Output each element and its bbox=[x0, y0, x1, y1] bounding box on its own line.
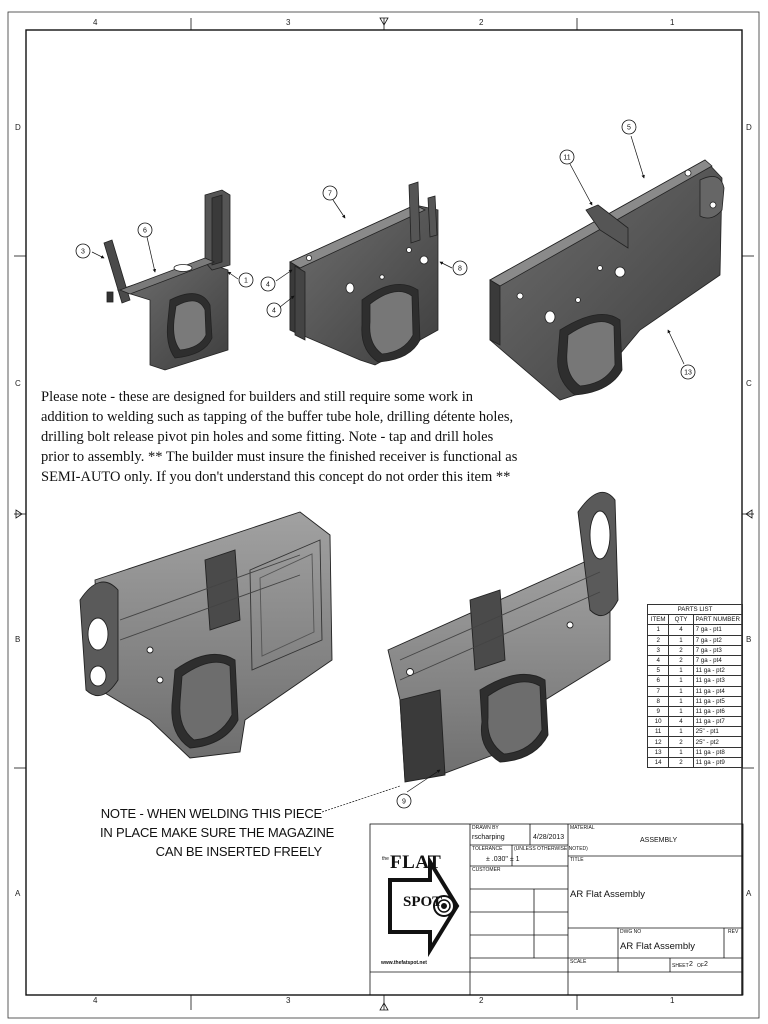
parts-list-row bbox=[648, 696, 743, 706]
parts-list-row bbox=[648, 655, 743, 665]
parts-qty: 1 bbox=[669, 727, 693, 737]
balloon bbox=[267, 303, 281, 317]
parts-item: 14 bbox=[648, 757, 669, 767]
parts-item: 1 bbox=[648, 625, 669, 635]
zone-col-2-bottom: 2 bbox=[479, 996, 484, 1005]
drawn-by-label: DRAWN BY bbox=[472, 825, 499, 831]
parts-list-row bbox=[648, 645, 743, 655]
balloon-label: 3 bbox=[81, 248, 85, 256]
parts-qty: 1 bbox=[669, 676, 693, 686]
parts-part-number: 11 ga - pt7 bbox=[693, 717, 742, 727]
parts-item: 10 bbox=[648, 717, 669, 727]
parts-qty: 2 bbox=[669, 757, 693, 767]
balloon-label: 4 bbox=[272, 307, 276, 315]
parts-list-title: PARTS LIST bbox=[648, 605, 743, 615]
welding-note bbox=[100, 804, 335, 861]
parts-qty: 1 bbox=[669, 686, 693, 696]
logo-the: the bbox=[382, 856, 389, 862]
tolerance-value: ± .030" ± 1 bbox=[486, 856, 520, 863]
balloon bbox=[453, 261, 467, 275]
parts-part-number: 11 ga - pt8 bbox=[693, 747, 742, 757]
parts-part-number: 7 ga - pt2 bbox=[693, 635, 742, 645]
parts-list-row bbox=[648, 635, 743, 645]
zone-row-c-right: C bbox=[746, 379, 752, 388]
parts-item: 13 bbox=[648, 747, 669, 757]
parts-item: 9 bbox=[648, 706, 669, 716]
parts-list-table bbox=[647, 604, 743, 768]
parts-list-row bbox=[648, 676, 743, 686]
of-label: OF bbox=[697, 963, 704, 969]
parts-qty: 4 bbox=[669, 625, 693, 635]
zone-col-4-bottom: 4 bbox=[93, 996, 98, 1005]
zone-col-4-top: 4 bbox=[93, 18, 98, 27]
parts-item: 6 bbox=[648, 676, 669, 686]
rev-label: REV bbox=[728, 929, 739, 935]
parts-list-row bbox=[648, 686, 743, 696]
balloon-label: 9 bbox=[402, 798, 406, 806]
parts-part-number: 11 ga - pt6 bbox=[693, 706, 742, 716]
zone-col-2-top: 2 bbox=[479, 18, 484, 27]
parts-list-row bbox=[648, 757, 743, 767]
zone-row-a-left: A bbox=[15, 889, 21, 898]
drawn-by-value: rscharping bbox=[472, 834, 505, 841]
parts-qty: 2 bbox=[669, 737, 693, 747]
parts-part-number: 11 ga - pt9 bbox=[693, 757, 742, 767]
balloon-label: 5 bbox=[627, 124, 631, 132]
material-value: ASSEMBLY bbox=[640, 837, 678, 844]
balloon-label: 6 bbox=[143, 227, 147, 235]
parts-item: 5 bbox=[648, 666, 669, 676]
zone-col-3-bottom: 3 bbox=[286, 996, 291, 1005]
balloon bbox=[323, 186, 337, 200]
zone-row-c-left: C bbox=[15, 379, 21, 388]
sheet-number: 2 bbox=[689, 961, 693, 968]
parts-part-number: 7 ga - pt4 bbox=[693, 655, 742, 665]
sheet-total: 2 bbox=[704, 961, 708, 968]
zone-row-d-left: D bbox=[15, 123, 21, 132]
title-label: TITLE bbox=[570, 857, 584, 863]
parts-part-number: 11 ga - pt2 bbox=[693, 666, 742, 676]
sheet-label: SHEET bbox=[672, 963, 689, 969]
balloon bbox=[681, 365, 695, 379]
title-value: AR Flat Assembly bbox=[570, 889, 645, 900]
parts-header-part-number: PART NUMBER bbox=[693, 615, 742, 625]
parts-item: 3 bbox=[648, 645, 669, 655]
tolerance-label: TOLERANCE bbox=[472, 846, 503, 852]
parts-part-number: 11 ga - pt3 bbox=[693, 676, 742, 686]
parts-part-number: 25" - pt1 bbox=[693, 727, 742, 737]
zone-col-1-top: 1 bbox=[670, 18, 675, 27]
parts-list-row bbox=[648, 737, 743, 747]
parts-part-number: 7 ga - pt1 bbox=[693, 625, 742, 635]
parts-item: 7 bbox=[648, 686, 669, 696]
parts-qty: 4 bbox=[669, 717, 693, 727]
dwg-no-value: AR Flat Assembly bbox=[620, 941, 695, 952]
dwg-no-label: DWG NO bbox=[620, 929, 642, 935]
parts-qty: 1 bbox=[669, 696, 693, 706]
parts-list-row bbox=[648, 747, 743, 757]
balloon bbox=[560, 150, 574, 164]
parts-item: 11 bbox=[648, 727, 669, 737]
parts-qty: 1 bbox=[669, 747, 693, 757]
tolerance-note: (UNLESS OTHERWISE NOTED) bbox=[514, 846, 588, 852]
builder-note: Please note - these are designed for builders and still require some work in addition to welding such as tapping of the buffer tube hole, drilling détente holes, drilling bolt release pivot pin holes and some fitting. Note - tap and drill holes prior to assembly. ** The builder must insure the finished receiver is functional as SEMI-AUTO only. If you don't understand this concept do not order this item ** bbox=[41, 389, 518, 485]
parts-item: 4 bbox=[648, 655, 669, 665]
customer-label: CUSTOMER bbox=[472, 867, 501, 873]
parts-list-row bbox=[648, 625, 743, 635]
parts-qty: 1 bbox=[669, 635, 693, 645]
balloon-label: 8 bbox=[458, 265, 462, 273]
welding-note-line: NOTE - WHEN WELDING THIS PIECE bbox=[100, 806, 322, 821]
parts-item: 2 bbox=[648, 635, 669, 645]
logo-url: www.thefatspot.net bbox=[381, 960, 427, 966]
balloon bbox=[622, 120, 636, 134]
zone-row-a-right: A bbox=[746, 889, 752, 898]
balloon-label: 7 bbox=[328, 190, 332, 198]
material-label: MATERIAL bbox=[570, 825, 595, 831]
balloon-label: 4 bbox=[266, 281, 270, 289]
balloon bbox=[76, 244, 90, 258]
zone-row-d-right: D bbox=[746, 123, 752, 132]
logo-spot: SPOT bbox=[403, 894, 443, 910]
parts-part-number: 11 ga - pt4 bbox=[693, 686, 742, 696]
welding-note-line: IN PLACE MAKE SURE THE MAGAZINE bbox=[100, 825, 335, 840]
welding-note-line: CAN BE INSERTED FREELY bbox=[155, 844, 322, 859]
parts-qty: 2 bbox=[669, 655, 693, 665]
balloon bbox=[239, 273, 253, 287]
parts-item: 8 bbox=[648, 696, 669, 706]
zone-col-1-bottom: 1 bbox=[670, 996, 675, 1005]
zone-row-b-right: B bbox=[746, 635, 752, 644]
parts-list-row bbox=[648, 666, 743, 676]
logo-flat: FLAT bbox=[390, 852, 442, 873]
parts-qty: 1 bbox=[669, 666, 693, 676]
parts-list-row bbox=[648, 717, 743, 727]
balloon bbox=[138, 223, 152, 237]
parts-header-item: ITEM bbox=[648, 615, 669, 625]
parts-list-row bbox=[648, 727, 743, 737]
parts-item: 12 bbox=[648, 737, 669, 747]
zone-col-3-top: 3 bbox=[286, 18, 291, 27]
scale-label: SCALE bbox=[570, 959, 587, 965]
balloon-label: 13 bbox=[684, 369, 692, 377]
zone-row-b-left: B bbox=[15, 635, 21, 644]
parts-list-row bbox=[648, 706, 743, 716]
balloon bbox=[261, 277, 275, 291]
balloon-label: 11 bbox=[563, 154, 571, 162]
balloon-label: 1 bbox=[244, 277, 248, 285]
parts-part-number: 11 ga - pt5 bbox=[693, 696, 742, 706]
parts-qty: 2 bbox=[669, 645, 693, 655]
balloon bbox=[397, 794, 411, 808]
parts-header-qty: QTY bbox=[669, 615, 693, 625]
parts-part-number: 25" - pt2 bbox=[693, 737, 742, 747]
parts-list-body bbox=[648, 625, 743, 768]
parts-part-number: 7 ga - pt3 bbox=[693, 645, 742, 655]
parts-qty: 1 bbox=[669, 706, 693, 716]
drawn-date: 4/28/2013 bbox=[533, 834, 565, 841]
